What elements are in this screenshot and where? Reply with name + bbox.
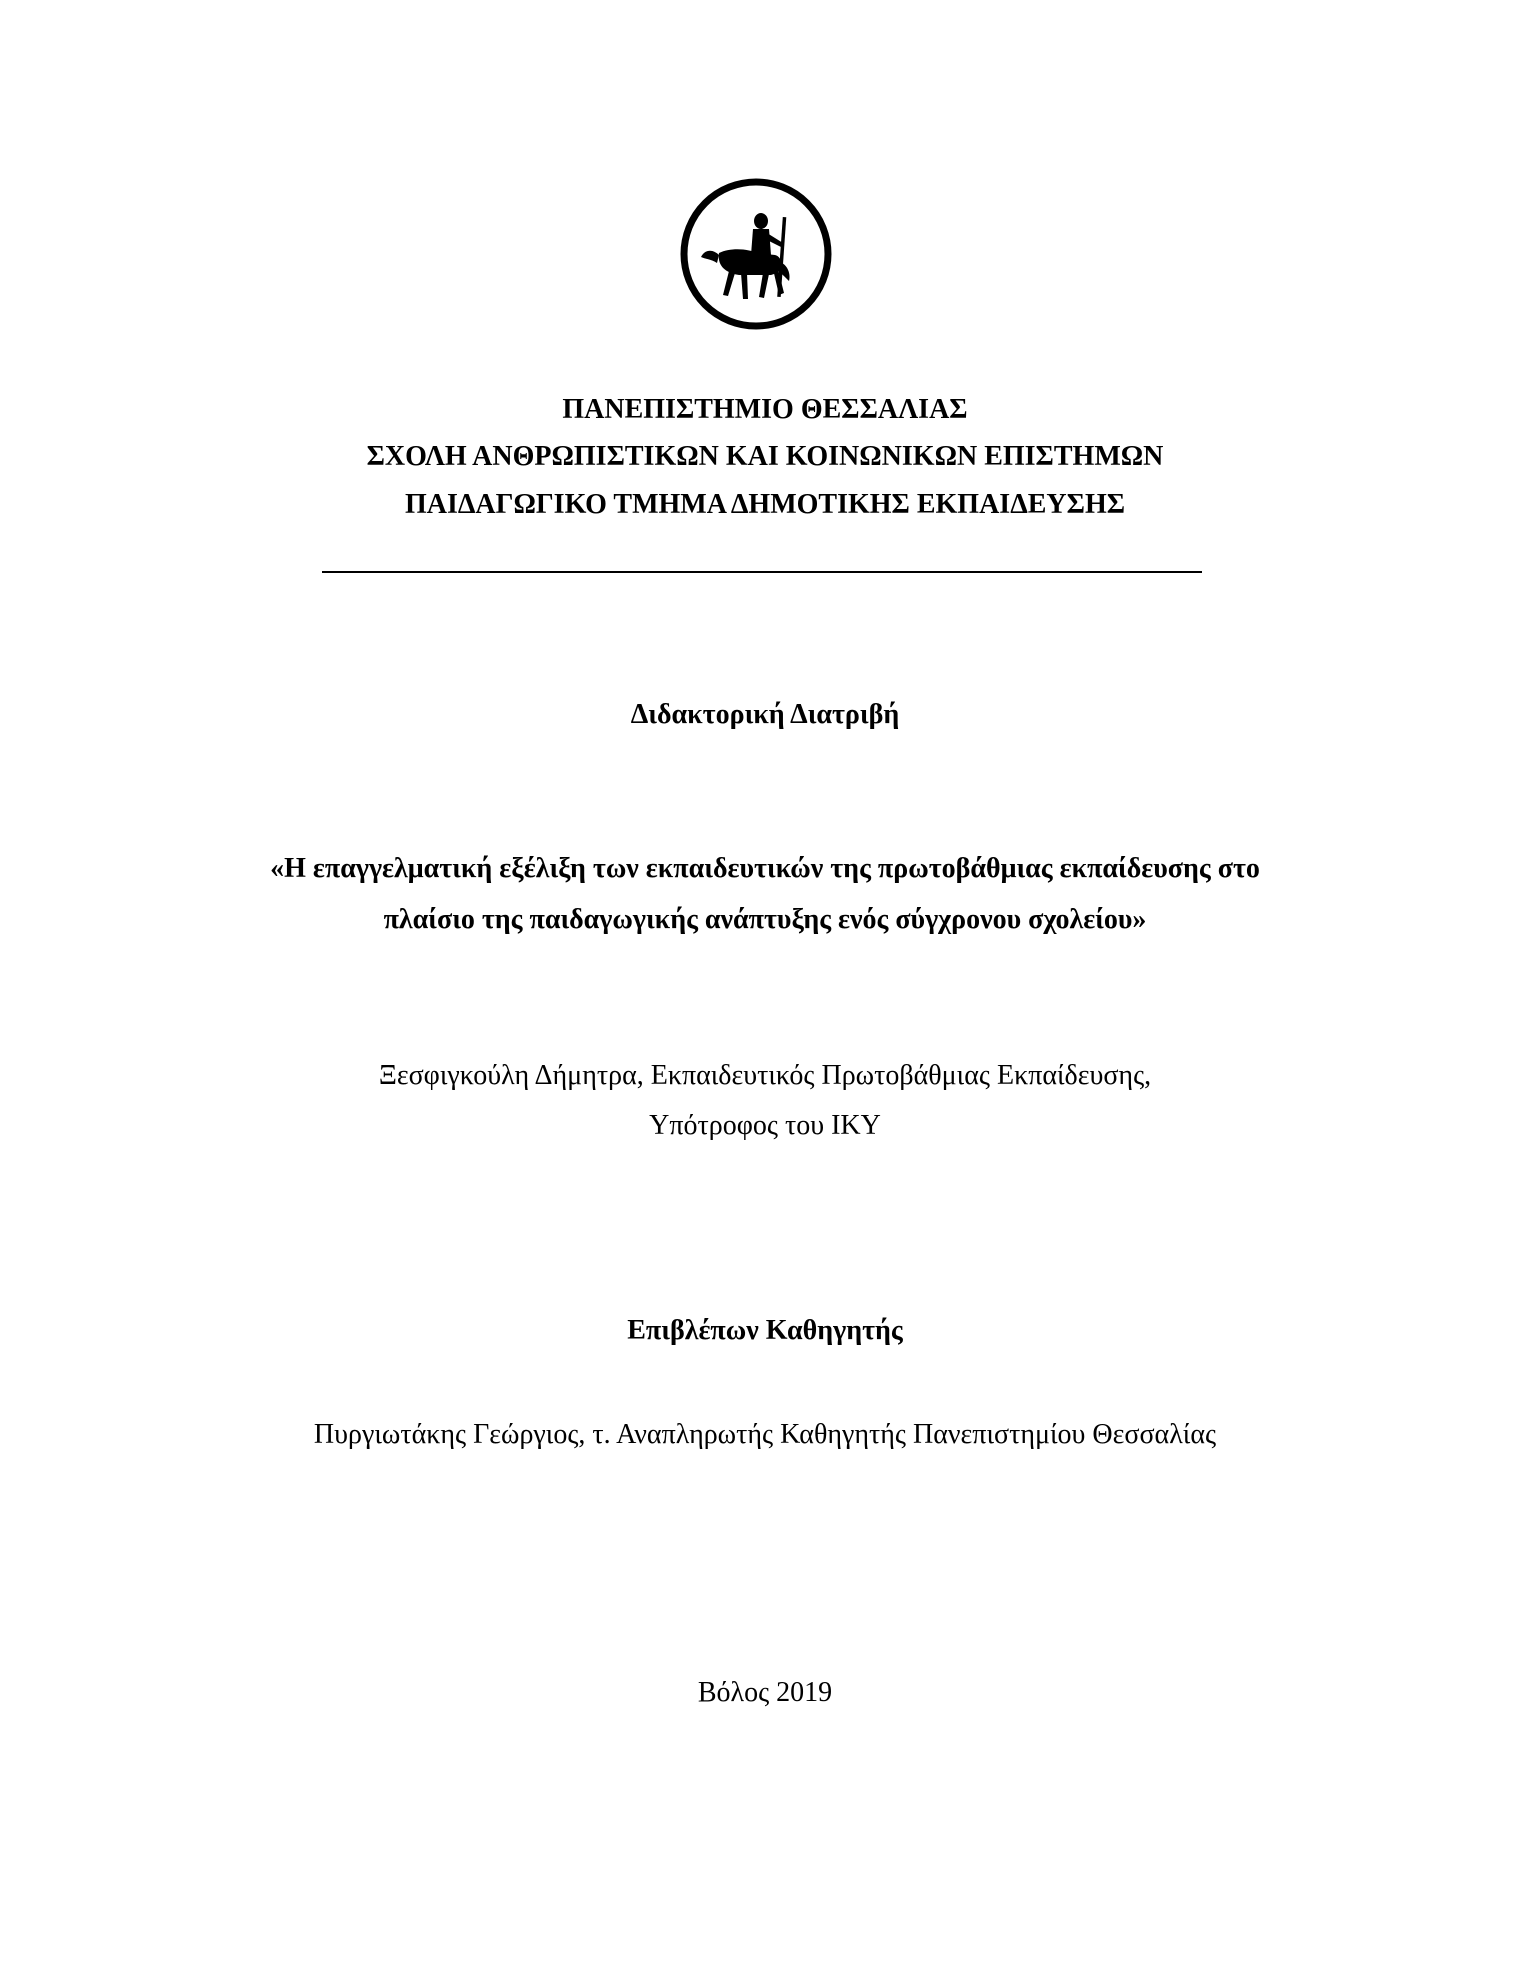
header-divider [322,571,1202,573]
thesis-title-line-2: πλαίσιο της παιδαγωγικής ανάπτυξης ενός σύγχρονου σχολείου» [383,904,1147,935]
author-line-2: Υπότροφος του ΙΚΥ [649,1110,881,1141]
department-name: ΠΑΙΔΑΓΩΓΙΚΟ ΤΜΗΜΑ ΔΗΜΟΤΙΚΗΣ ΕΚΠΑΙΔΕΥΣΗΣ [404,489,1126,520]
supervisor-heading: Επιβλέπων Καθηγητής [627,1315,903,1346]
supervisor-name: Πυργιωτάκης Γεώργιος, τ. Αναπληρωτής Καθηγητής Πανεπιστημίου Θεσσαλίας [313,1419,1217,1450]
document-type: Διδακτορική Διατριβή [630,699,900,730]
university-name: ΠΑΝΕΠΙΣΤΗΜΙΟ ΘΕΣΣΑΛΙΑΣ [562,394,968,425]
author-line-1: Ξεσφιγκούλη Δήμητρα, Εκπαιδευτικός Πρωτοβάθμιας Εκπαίδευσης, [378,1060,1152,1091]
university-of-thessaly-centaur-seal-icon [679,177,833,331]
school-name: ΣΧΟΛΗ ΑΝΘΡΩΠΙΣΤΙΚΩΝ ΚΑΙ ΚΟΙΝΩΝΙΚΩΝ ΕΠΙΣΤΗΜΩΝ [366,441,1164,472]
thesis-title-line-1: «Η επαγγελματική εξέλιξη των εκπαιδευτικών της πρωτοβάθμιας εκπαίδευσης στο [270,853,1260,884]
place-and-year: Βόλος 2019 [697,1677,833,1708]
